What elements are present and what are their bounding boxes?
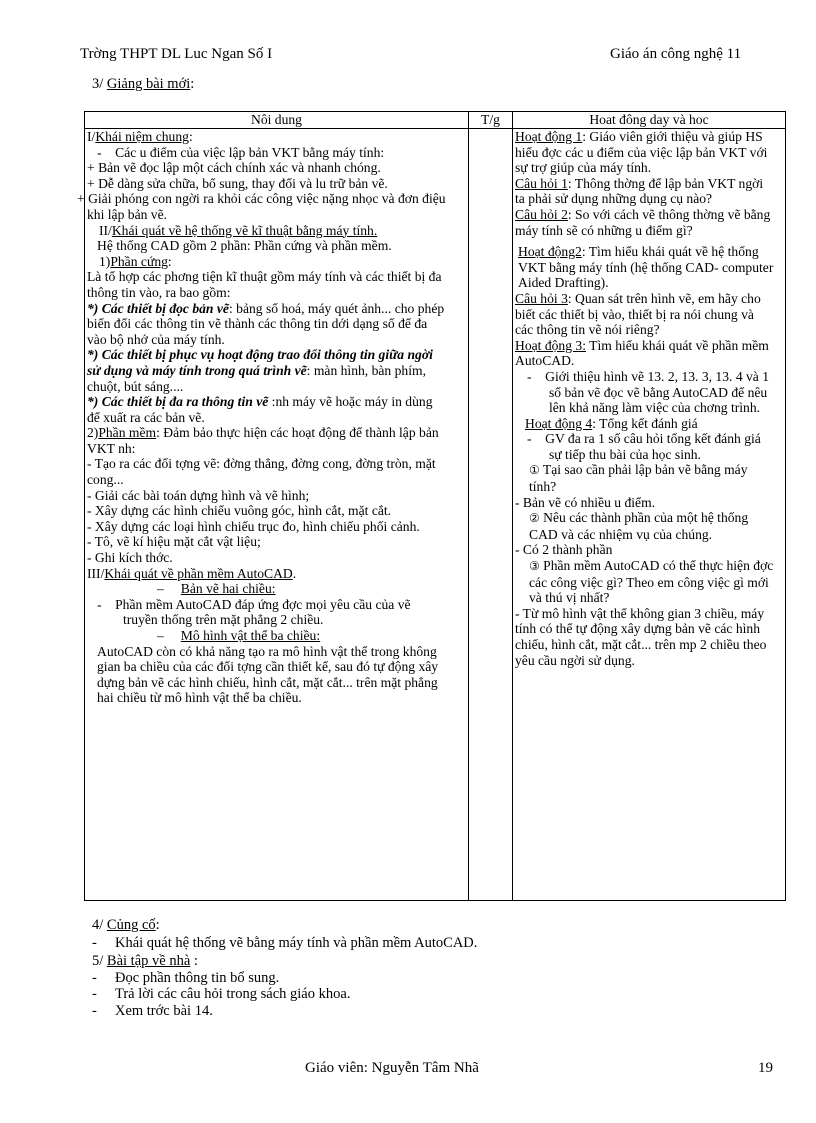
list-item: - Xây dựng các hình chiếu vuông góc, hình cắt, mặt cắt. xyxy=(87,503,392,519)
table-header-row xyxy=(85,112,786,129)
list-item: - GV đa ra 1 số câu hỏi tổng kết đánh giá sự tiếp thu bài của học sinh. xyxy=(527,431,761,462)
question: ③ Phần mềm AutoCAD có thể thực hiện đợc các công việc gì? Theo em công việc gì mới và thú vị nhất? xyxy=(529,558,774,606)
answer: - Từ mô hình vật thể không gian 3 chiều, máy tính có thể tự động xây dựng bản vẽ các hình chiếu, hình cắt, mặt cắt... trên mp 2 chiều theo yêu cầu ngời sử dụng. xyxy=(515,605,767,668)
list-item: - Trả lời các câu hỏi trong sách giáo khoa. xyxy=(92,986,351,1002)
content-cell xyxy=(77,129,469,901)
paragraph: Hệ thống CAD gồm 2 phần: Phần cứng và phần mềm. xyxy=(97,238,392,254)
document-subject: Giáo án công nghệ 11 xyxy=(610,46,742,62)
question: ① Tại sao cần phải lập bản vẽ bằng máy tính? xyxy=(529,462,748,495)
activity-cell xyxy=(513,129,786,901)
list-item: - Phần mềm AutoCAD đáp ứng đợc mọi yêu cầu của vẽ truyền thống trên mặt phẳng 2 chiều. xyxy=(97,596,411,628)
list-item: - Khái quát hệ thống vẽ bằng máy tính và phần mềm AutoCAD. xyxy=(92,935,478,951)
school-name: Trờng THPT DL Luc Ngan Số I xyxy=(80,46,273,62)
list-item: - Đọc phần thông tin bổ sung. xyxy=(92,970,280,986)
list-item: - Tạo ra các đối tợng vẽ: đờng thẳng, đờng cong, đờng tròn, mặt cong... xyxy=(87,456,436,488)
list-item: - Xem trớc bài 14. xyxy=(92,1003,213,1019)
question: ② Nêu các thành phần của một hệ thống CAD và các nhiệm vụ của chúng. xyxy=(529,510,749,542)
section-2-2-title: 2)Phần mềm: Đảm bảo thực hiện các hoạt động để thành lập bản VKT nh: xyxy=(87,425,439,456)
paragraph: Hoạt động2: Tìm hiểu khái quát về hệ thống VKT bằng máy tính (hệ thống CAD- computer Aided Drafting). xyxy=(518,244,774,291)
paragraph: AutoCAD còn có khả năng tạo ra mô hình vật thể trong không gian ba chiều của các đối tợng cần thiết kế, sau đó tự động xây dựng bản vẽ các hình chiếu, hình cắt, mặt cắt... trên mặt phẳng hai chiều từ mô hình vật thể ba chiều. xyxy=(97,643,439,706)
section-3-title: III/Khái quát về phần mềm AutoCAD. xyxy=(87,565,297,581)
table-row xyxy=(85,129,786,901)
section-1-title: I/Khái niệm chung: xyxy=(87,129,193,144)
paragraph: Câu hỏi 3: Quan sát trên hình vẽ, em hãy cho biết các thiết bị vào, thiết bị ra nói chung và các thông tin vẽ nói riêng? xyxy=(515,290,761,338)
circled-two-icon: ② xyxy=(529,511,540,526)
time-cell xyxy=(469,129,513,901)
paragraph: + Bản vẽ đọc lập một cách chính xác và nhanh chóng. xyxy=(87,160,381,176)
paragraph: Hoạt động 1: Giáo viên giới thiệu và giúp HS hiểu đợc các u điểm của việc lập bản VKT với sự trợ giúp của máy tính. xyxy=(515,129,768,176)
list-item: - Ghi kích thớc. xyxy=(87,550,173,566)
subheading: – Bản vẽ hai chiều: xyxy=(157,581,276,597)
paragraph: *) Các thiết bị phục vụ hoạt động trao đổi thông tin giữa ngời sử dụng và máy tính trong quá trình vẽ: màn hình, bàn phím, chuột, bút sáng.... xyxy=(87,347,433,394)
paragraph: Là tổ hợp các phơng tiện kĩ thuật gồm máy tính và các thiết bị đa thông tin vào, ra bao gồm: xyxy=(87,269,442,300)
lesson-table xyxy=(77,111,786,901)
section-2-title: II/Khái quát về hệ thống vẽ kĩ thuật bằng máy tính. xyxy=(99,222,378,238)
teacher-name: Giáo viên: Nguyễn Tâm Nhã xyxy=(305,1060,479,1076)
paragraph: Hoạt động 3: Tìm hiểu khái quát về phần mềm AutoCAD. xyxy=(515,337,769,369)
section-4-heading: 4/ Củng cố: xyxy=(92,917,160,933)
list-item: - Giải các bài toán dựng hình và vẽ hình; xyxy=(87,487,310,503)
list-item: - Xây dựng các loại hình chiếu trục đo, hình chiếu phối cảnh. xyxy=(87,518,420,534)
paragraph: + Dễ dàng sửa chữa, bổ sung, thay đổi và lu trữ bản vẽ. xyxy=(87,175,388,191)
answer: - Bản vẽ có nhiều u điểm. xyxy=(515,494,656,510)
subheading: – Mô hình vật thể ba chiều: xyxy=(157,628,321,643)
list-item: - Giới thiệu hình vẽ 13. 2, 13. 3, 13. 4 và 1 số bản vẽ đọc vẽ bằng AutoCAD để nêu lên khả năng làm việc của chơng trình. xyxy=(527,368,770,416)
section-2-1-title: 1)Phần cứng: xyxy=(99,253,172,269)
header-activity: Hoat đông day và hoc xyxy=(513,112,786,129)
circled-one-icon: ① xyxy=(529,463,540,478)
section-5-heading: 5/ Bài tập về nhà : xyxy=(92,953,198,969)
paragraph: Câu hỏi 2: So với cách vẽ thông thờng vẽ bằng máy tính sẽ có những u điểm gì? xyxy=(515,206,771,238)
section-3-heading: 3/ Giảng bài mới: xyxy=(92,76,195,92)
circled-three-icon: ③ xyxy=(529,559,540,574)
paragraph: Hoạt động 4: Tổng kết đánh giá xyxy=(525,415,698,431)
answer: - Có 2 thành phần xyxy=(515,542,613,558)
header-content: Nôi dung xyxy=(85,112,469,129)
list-item: - Tô, vẽ kí hiệu mặt cắt vật liệu; xyxy=(87,534,261,550)
header-time: T/g xyxy=(469,112,513,129)
list-item: - Các u điểm của việc lập bản VKT bằng máy tính: xyxy=(97,144,385,160)
paragraph: + Giải phóng con ngời ra khỏi các công việc nặng nhọc và đơn điệu khi lập bản vẽ. xyxy=(77,191,446,222)
paragraph: Câu hỏi 1: Thông thờng để lập bản VKT ngời ta phải sử dụng những dụng cụ nào? xyxy=(515,175,764,207)
page-number: 19 xyxy=(758,1060,773,1076)
paragraph: *) Các thiết bị đọc bản vẽ: bảng số hoá, máy quét ảnh... cho phép biến đổi các thông tin vẽ thành các thông tin dới dạng số để đa vào bộ nhớ của máy tính. xyxy=(87,300,445,347)
paragraph: *) Các thiết bị đa ra thông tin vẽ :nh máy vẽ hoặc máy in dùng để xuất ra các bản vẽ. xyxy=(87,394,433,425)
